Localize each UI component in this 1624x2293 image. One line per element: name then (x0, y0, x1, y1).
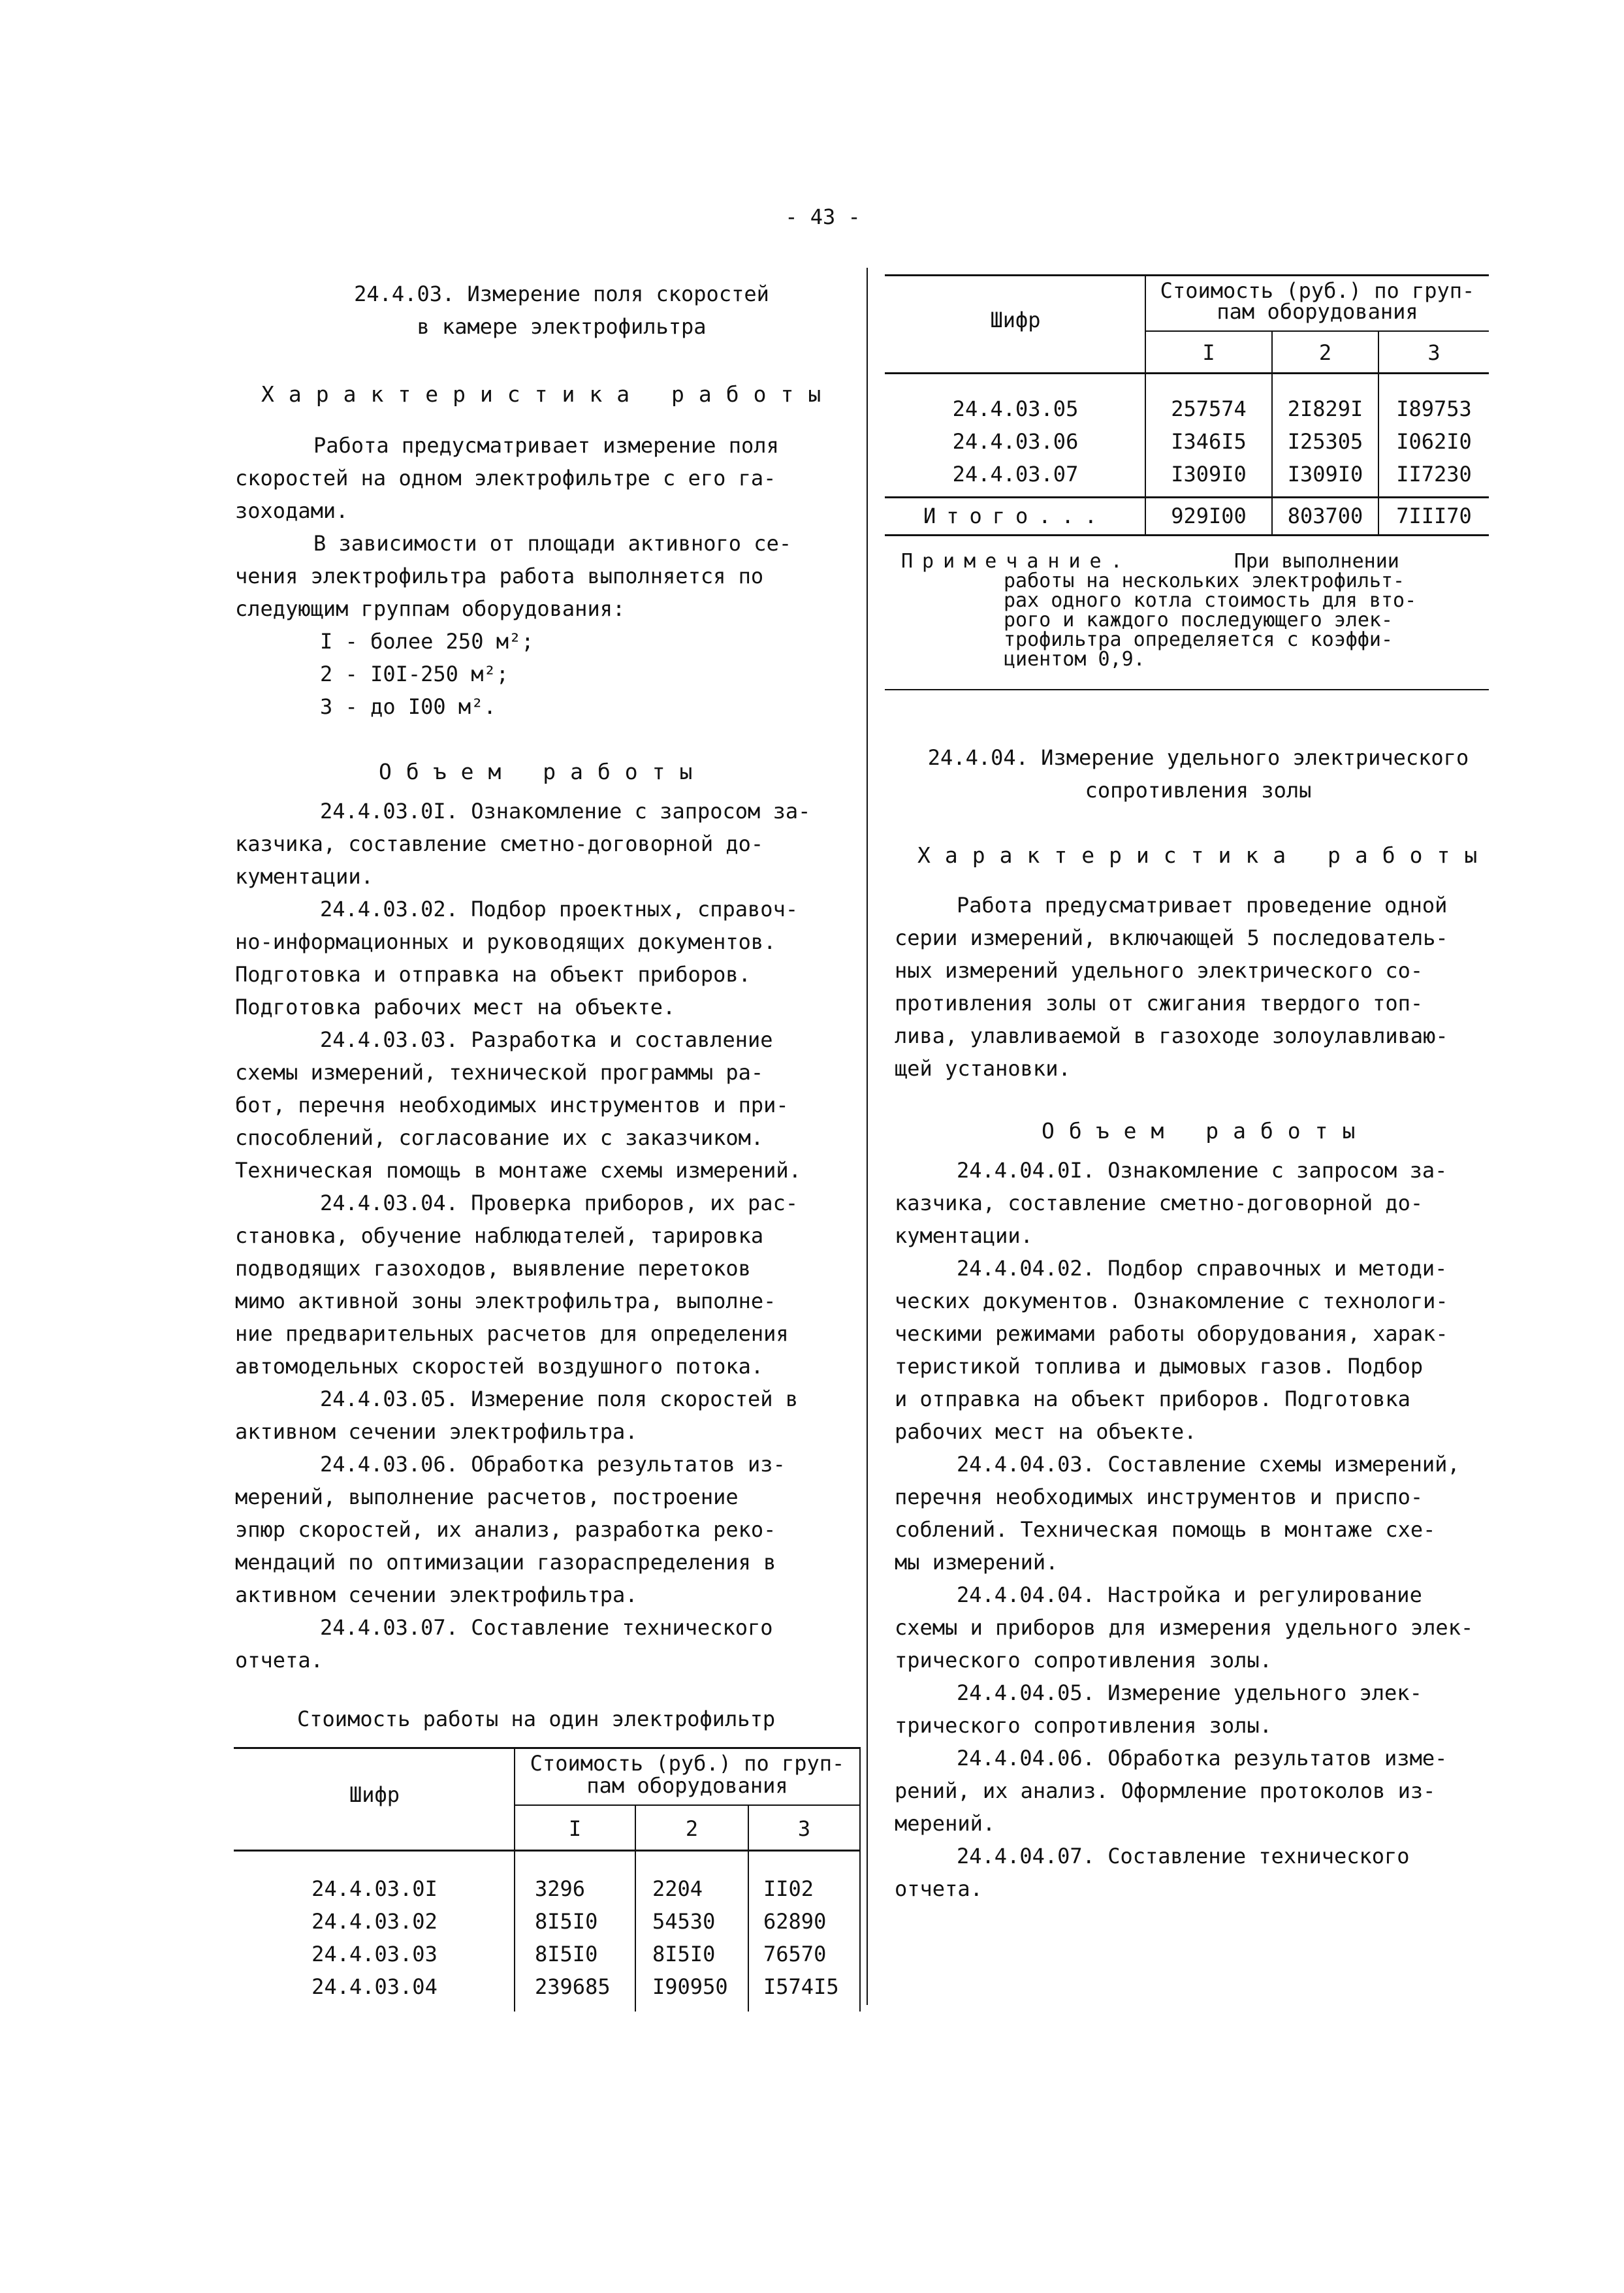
row-value-group-3: 62890 (763, 1909, 827, 1934)
text-line: рабочих мест на объекте. (895, 1419, 1197, 1444)
column-header-cost: Стоимость (руб.) по груп- (1160, 278, 1475, 303)
text-line: 24.4.04.02. Подбор справочных и методи- (957, 1256, 1448, 1281)
row-code: 24.4.03.0I (311, 1876, 438, 1901)
text-line: 24.4.04.07. Составление технического (957, 1844, 1410, 1868)
text-line: мы измерений. (895, 1550, 1059, 1575)
row-value-group-1: 239685 (535, 1974, 611, 1999)
text-line: В зависимости от площади активного се- (313, 531, 792, 556)
text-line: щей установки. (895, 1056, 1071, 1081)
text-line: ние предварительных расчетов для определения (235, 1321, 789, 1346)
section-heading-24-4-03-line2: в камере электрофильтра (417, 314, 707, 339)
row-value-group-3: I062I0 (1396, 429, 1472, 454)
table-top-rule (234, 1747, 861, 1749)
text-line: Подготовка рабочих мест на объекте. (235, 995, 676, 1019)
row-value-group-3: I574I5 (763, 1974, 839, 1999)
note-line: рах одного котла стоимость для вто- (1004, 589, 1417, 612)
row-value-group-2: I309I0 (1287, 462, 1363, 487)
row-code: 24.4.03.02 (311, 1909, 438, 1934)
note-label: Примечание. (901, 550, 1132, 573)
note-rule (885, 689, 1489, 690)
page-number: - 43 - (785, 204, 861, 229)
row-value-group-3: I89753 (1396, 396, 1472, 421)
text-line: эпюр скоростей, их анализ, разработка реко- (235, 1517, 776, 1542)
column-header-cost: Стоимость (руб.) по груп- (530, 1751, 845, 1776)
text-line: 24.4.04.0I. Ознакомление с запросом за- (957, 1158, 1448, 1183)
text-line: кументации. (235, 864, 374, 889)
text-line: схемы и приборов для измерения удельного элек- (895, 1615, 1474, 1640)
text-line: 24.4.04.04. Настройка и регулирование (957, 1582, 1422, 1607)
note-line: работы на нескольких электрофильт- (1004, 569, 1405, 592)
group-item: 2 - I0I-250 м²; (320, 662, 509, 686)
group-item: I - более 250 м²; (320, 629, 534, 654)
text-line: лива, улавливаемой в газоходе золоулавливаю- (895, 1023, 1448, 1048)
row-code: 24.4.03.04 (311, 1974, 438, 1999)
text-line: 24.4.03.02. Подбор проектных, справоч- (320, 897, 799, 922)
row-code: 24.4.03.03 (311, 1942, 438, 1966)
table-header-rule (234, 1850, 861, 1852)
characteristic-title: Характеристика работы (917, 842, 1492, 868)
text-line: мимо активной зоны электрофильтра, выполне- (235, 1289, 776, 1313)
section-heading-24-4-04-line2: сопротивления золы (1085, 778, 1312, 803)
text-line: бот, перечня необходимых инструментов и при- (235, 1093, 789, 1117)
text-line: теристикой топлива и дымовых газов. Подбор (895, 1354, 1424, 1379)
text-line: 24.4.03.06. Обработка результатов из- (320, 1452, 786, 1477)
text-line: Подготовка и отправка на объект приборов. (235, 962, 751, 987)
row-value-group-2: 54530 (652, 1909, 716, 1934)
table-header-rule (885, 372, 1489, 374)
text-line: скоростей на одном электрофильтре с его га- (235, 466, 776, 490)
text-line: мендаций по оптимизации газораспределения в (235, 1550, 776, 1575)
section-heading-24-4-03: 24.4.03. Измерение поля скоростей (354, 281, 769, 306)
row-value-group-2: I90950 (652, 1974, 728, 1999)
column-header-cost-line2: пам оборудования (1217, 299, 1418, 324)
total-label: Итого... (923, 504, 1108, 528)
text-line: 24.4.04.05. Измерение удельного элек- (957, 1680, 1422, 1705)
column-header-code: Шифр (990, 308, 1041, 332)
row-value-group-2: 8I5I0 (652, 1942, 716, 1966)
characteristic-title: Характеристика работы (261, 381, 836, 407)
text-line: чения электрофильтра работа выполняется по (235, 564, 764, 588)
table-subheader-rule (1146, 330, 1489, 332)
text-line: трического сопротивления золы. (895, 1713, 1272, 1738)
cost-caption: Стоимость работы на один электрофильтр (297, 1707, 776, 1731)
text-line: отчета. (895, 1876, 983, 1901)
text-line: 24.4.04.06. Обработка результатов изме- (957, 1746, 1448, 1771)
table-divider (859, 1749, 861, 2012)
text-line: рений, их анализ. Оформление протоколов из- (895, 1778, 1436, 1803)
text-line: активном сечении электрофильтра. (235, 1582, 638, 1607)
group-header-3: 3 (797, 1816, 811, 1841)
row-code: 24.4.03.07 (952, 462, 1079, 487)
table-total-rule (885, 496, 1489, 498)
row-value-group-1: 8I5I0 (535, 1909, 598, 1934)
text-line: становка, обучение наблюдателей, тарировка (235, 1223, 764, 1248)
text-line: 24.4.04.03. Составление схемы измерений, (957, 1452, 1460, 1477)
row-code: 24.4.03.05 (952, 396, 1079, 421)
text-line: Работа предусматривает измерение поля (313, 433, 779, 458)
row-value-group-2: 2I829I (1287, 396, 1363, 421)
group-header-2: 2 (1318, 340, 1332, 365)
note-line: рого и каждого последующего элек- (1004, 609, 1393, 632)
text-line: подводящих газоходов, выявление перетоков (235, 1256, 751, 1281)
table-subheader-rule (515, 1804, 859, 1806)
note-line: трофильтра определяется с коэффи- (1004, 628, 1393, 651)
text-line: противления золы от сжигания твердого топ- (895, 991, 1424, 1016)
note-line: При выполнении (1234, 550, 1399, 573)
text-line: мерений, выполнение расчетов, построение (235, 1484, 739, 1509)
row-value-group-3: 76570 (763, 1942, 827, 1966)
row-value-group-3: II7230 (1396, 462, 1472, 487)
text-line: 24.4.03.07. Составление технического (320, 1615, 773, 1640)
note-line: циентом 0,9. (1004, 648, 1145, 671)
scope-title: Объем работы (379, 759, 707, 784)
text-line: зоходами. (235, 498, 349, 523)
row-value-group-1: 8I5I0 (535, 1942, 598, 1966)
group-item: 3 - до I00 м². (320, 694, 496, 719)
row-value-group-2: I25305 (1287, 429, 1363, 454)
column-header-code: Шифр (349, 1782, 400, 1807)
text-line: 24.4.03.04. Проверка приборов, их рас- (320, 1191, 799, 1215)
table-top-rule (885, 274, 1489, 276)
text-line: серии измерений, включающей 5 последователь- (895, 925, 1448, 950)
row-code: 24.4.03.06 (952, 429, 1079, 454)
text-line: отчета. (235, 1648, 323, 1673)
row-value-group-1: I309I0 (1171, 462, 1247, 487)
column-header-cost-line2: пам оборудования (586, 1773, 788, 1798)
text-line: соблений. Техническая помощь в монтаже схе- (895, 1517, 1436, 1542)
text-line: трического сопротивления золы. (895, 1648, 1272, 1673)
text-line: и отправка на объект приборов. Подготовка (895, 1387, 1410, 1411)
text-line: ных измерений удельного электрического со- (895, 958, 1424, 983)
text-line: но-информационных и руководящих документов. (235, 929, 776, 954)
text-line: автомодельных скоростей воздушного потока. (235, 1354, 764, 1379)
row-value-group-1: I346I5 (1171, 429, 1247, 454)
text-line: способлений, согласование их с заказчиком. (235, 1125, 764, 1150)
column-separator (867, 268, 868, 2005)
group-header-2: 2 (685, 1816, 699, 1841)
text-line: 24.4.03.05. Измерение поля скоростей в (320, 1387, 799, 1411)
text-line: Работа предусматривает проведение одной (957, 893, 1448, 918)
scope-title: Объем работы (1042, 1118, 1370, 1144)
group-header-3: 3 (1427, 340, 1441, 365)
text-line: кументации. (895, 1223, 1033, 1248)
row-value-group-1: 257574 (1171, 396, 1247, 421)
table-bottom-rule (885, 534, 1489, 536)
text-line: мерений. (895, 1811, 996, 1836)
total-value-group-1: 929I00 (1171, 504, 1247, 528)
text-line: схемы измерений, технической программы ра- (235, 1060, 764, 1085)
text-line: казчика, составление сметно-договорной до- (235, 831, 764, 856)
row-value-group-3: II02 (763, 1876, 814, 1901)
group-header-1: I (1202, 340, 1215, 365)
text-line: Техническая помощь в монтаже схемы измерений. (235, 1158, 801, 1183)
text-line: ческих документов. Ознакомление с технологи- (895, 1289, 1448, 1313)
text-line: 24.4.03.03. Разработка и составление (320, 1027, 773, 1052)
total-value-group-3: 7III70 (1396, 504, 1472, 528)
text-line: перечня необходимых инструментов и приспо- (895, 1484, 1424, 1509)
text-line: следующим группам оборудования: (235, 596, 626, 621)
total-value-group-2: 803700 (1287, 504, 1363, 528)
text-line: ческими режимами работы оборудования, харак- (895, 1321, 1448, 1346)
text-line: активном сечении электрофильтра. (235, 1419, 638, 1444)
row-value-group-1: 3296 (535, 1876, 586, 1901)
row-value-group-2: 2204 (652, 1876, 703, 1901)
text-line: казчика, составление сметно-договорной до- (895, 1191, 1424, 1215)
group-header-1: I (568, 1816, 582, 1841)
text-line: 24.4.03.0I. Ознакомление с запросом за- (320, 799, 811, 824)
section-heading-24-4-04: 24.4.04. Измерение удельного электрического (927, 745, 1469, 770)
